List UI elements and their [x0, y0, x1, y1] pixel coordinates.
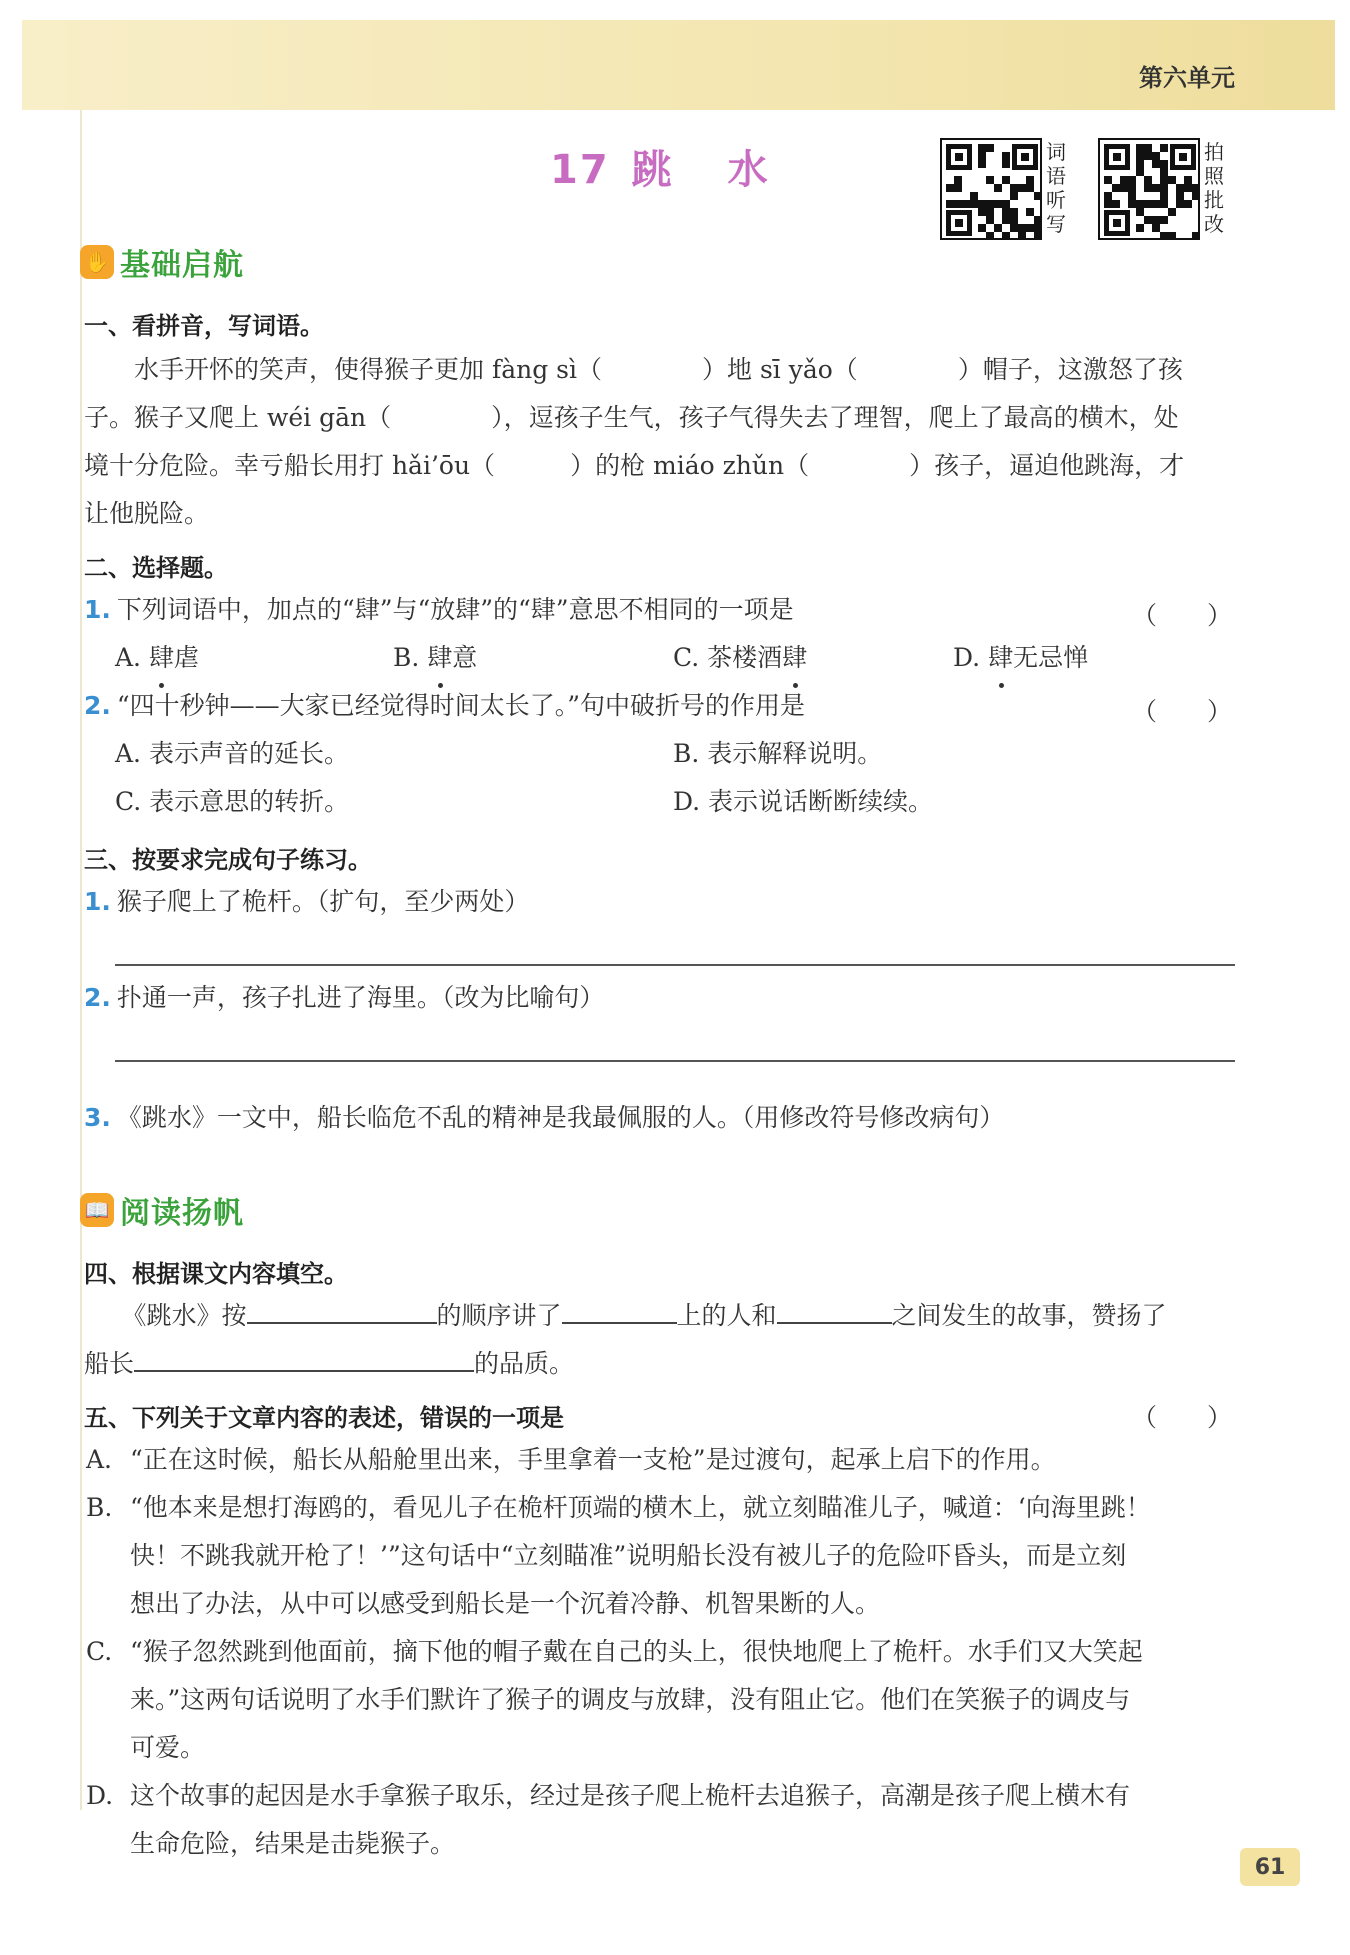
qr-module: [1168, 176, 1176, 184]
section-title: 阅读扬帆: [120, 1196, 244, 1231]
qr-module: [970, 200, 978, 208]
qr-module: [1010, 216, 1018, 224]
qr-module: [1160, 232, 1168, 240]
option-d[interactable]: D. 肆无忌惮: [953, 634, 1088, 682]
qr-module: [1176, 184, 1184, 192]
q5-option-c-text: 可爱。: [130, 1733, 206, 1762]
q3-item-3: 3. 《跳水》一文中，船长临危不乱的精神是我最佩服的人。（用修改符号修改病句）: [84, 1103, 1005, 1132]
page-edge: [80, 110, 82, 1810]
q4-heading: 四、根据课文内容填空。: [84, 1260, 348, 1288]
qr-module: [978, 208, 986, 216]
qr-module: [954, 184, 962, 192]
qr-module: [1144, 152, 1152, 160]
qr-module: [1104, 200, 1112, 208]
qr-module: [1184, 176, 1192, 184]
q5-option-d-text: 生命危险，结果是击毙猴子。: [130, 1829, 456, 1858]
page-number: 61: [1240, 1848, 1300, 1886]
qr-module: [1192, 232, 1200, 240]
qr-module: [1192, 184, 1200, 192]
qr-module: [1136, 168, 1144, 176]
qr-module: [1034, 192, 1042, 200]
fill-blank[interactable]: [247, 1294, 437, 1324]
q2-item-1-stem: 1. 下列词语中，加点的“肆”与“放肆”的“肆”意思不相同的一项是: [84, 595, 794, 624]
qr-label-dictation: 词 语 听 写: [1046, 140, 1066, 236]
qr-module: [1176, 200, 1184, 208]
blank-haiou[interactable]: [495, 451, 570, 480]
qr-module: [954, 200, 962, 208]
qr-finder: [1104, 144, 1130, 170]
fill-blank[interactable]: [562, 1294, 677, 1324]
q5-option-c-text: 来。”这两句话说明了水手们默许了猴子的调皮与放肆，没有阻止它。他们在笑猴子的调皮与: [130, 1685, 1131, 1714]
qr-module: [1112, 184, 1120, 192]
q5-option-d-text: 这个故事的起因是水手拿猴子取乐，经过是孩子爬上桅杆去追猴子，高潮是孩子爬上横木有: [130, 1781, 1131, 1810]
option-a[interactable]: A. 肆虐: [115, 634, 199, 682]
q1-line: 让他脱险。: [84, 499, 210, 528]
qr-module: [1152, 184, 1160, 192]
book-icon: 📖: [80, 1193, 114, 1227]
q5-option-c-letter[interactable]: C.: [86, 1637, 113, 1666]
qr-module: [1128, 184, 1136, 192]
qr-module: [1010, 208, 1018, 216]
qr-module: [1136, 160, 1144, 168]
qr-module: [1184, 184, 1192, 192]
qr-module: [978, 152, 986, 160]
qr-module: [994, 184, 1002, 192]
qr-module: [986, 144, 994, 152]
qr-module: [1152, 224, 1160, 232]
qr-module: [994, 224, 1002, 232]
qr-module: [1144, 216, 1152, 224]
qr-module: [1034, 216, 1042, 224]
q1-line: 子。猴子又爬上 wéi gān（ ），逗孩子生气，孩子气得失去了理智，爬上了最高的横木，处: [84, 403, 1179, 432]
qr-module: [1168, 208, 1176, 216]
qr-module: [1160, 176, 1168, 184]
qr-module: [1026, 176, 1034, 184]
qr-module: [1026, 224, 1034, 232]
qr-finder: [1104, 210, 1130, 236]
qr-module: [1002, 208, 1010, 216]
blank-miaozhun[interactable]: [809, 451, 909, 480]
qr-code-icon[interactable]: [1098, 138, 1200, 240]
qr-module: [1160, 168, 1168, 176]
qr-module: [986, 176, 994, 184]
qr-finder: [946, 210, 972, 236]
qr-module: [1010, 192, 1018, 200]
qr-module: [1112, 200, 1120, 208]
option-b[interactable]: B. 表示解释说明。: [673, 739, 883, 768]
q5-option-a-letter[interactable]: A.: [86, 1445, 113, 1474]
answer-paren[interactable]: （ ）: [1131, 601, 1232, 630]
qr-module: [1184, 200, 1192, 208]
option-b[interactable]: B. 肆意: [393, 634, 477, 682]
answer-line[interactable]: [115, 1060, 1235, 1062]
fill-blank[interactable]: [134, 1342, 474, 1372]
qr-module: [986, 200, 994, 208]
qr-module: [978, 144, 986, 152]
qr-module: [1018, 184, 1026, 192]
qr-module: [1144, 176, 1152, 184]
qr-code-icon[interactable]: [940, 138, 1042, 240]
qr-module: [978, 200, 986, 208]
qr-module: [1026, 208, 1034, 216]
lesson-name: 跳 水: [631, 147, 776, 193]
qr-module: [946, 200, 954, 208]
q2-heading: 二、选择题。: [84, 554, 228, 582]
q5-option-a-text: “正在这时候，船长从船舱里出来，手里拿着一支枪”是过渡句，起承上启下的作用。: [130, 1445, 1056, 1474]
q5-option-d-letter[interactable]: D.: [86, 1781, 114, 1810]
qr-module: [1160, 160, 1168, 168]
qr-module: [1010, 224, 1018, 232]
qr-module: [962, 200, 970, 208]
qr-module: [1120, 176, 1128, 184]
qr-module: [1136, 144, 1144, 152]
qr-module: [1002, 216, 1010, 224]
q2-item-2-stem: 2. “四十秒钟——大家已经觉得时间太长了。”句中破折号的作用是: [84, 691, 805, 720]
option-a[interactable]: A. 表示声音的延长。: [115, 739, 349, 768]
qr-module: [1136, 200, 1144, 208]
unit-label: 第六单元: [1139, 64, 1235, 92]
qr-module: [1018, 224, 1026, 232]
qr-finder: [1012, 144, 1038, 170]
option-d[interactable]: D. 表示说话断断续续。: [673, 787, 934, 816]
qr-module: [1144, 184, 1152, 192]
section-basic: [80, 242, 244, 282]
qr-module: [1176, 192, 1184, 200]
qr-module: [1120, 184, 1128, 192]
qr-module: [970, 192, 978, 200]
option-c[interactable]: C. 表示意思的转折。: [115, 787, 350, 816]
qr-module: [1160, 200, 1168, 208]
qr-label-photo-grading: 拍 照 批 改: [1204, 140, 1224, 236]
qr-module: [994, 200, 1002, 208]
qr-module: [1026, 184, 1034, 192]
q3-item-2: 2. 扑通一声，孩子扎进了海里。（改为比喻句）: [84, 983, 605, 1012]
section-title: 基础启航: [120, 248, 244, 283]
qr-module: [1144, 144, 1152, 152]
qr-module: [1034, 224, 1042, 232]
q1-heading: 一、看拼音，写词语。: [84, 312, 324, 340]
hand-icon: ✋: [80, 245, 114, 279]
answer-paren[interactable]: （ ）: [1131, 697, 1232, 726]
qr-module: [1152, 152, 1160, 160]
q3-heading: 三、按要求完成句子练习。: [84, 846, 372, 874]
qr-module: [1136, 152, 1144, 160]
lesson-number: 17: [550, 147, 610, 193]
qr-module: [1160, 144, 1168, 152]
answer-paren[interactable]: （ ）: [1131, 1403, 1232, 1432]
qr-module: [1104, 176, 1112, 184]
qr-module: [986, 232, 994, 240]
qr-module: [986, 216, 994, 224]
qr-module: [1002, 176, 1010, 184]
qr-module: [1152, 160, 1160, 168]
qr-module: [1192, 192, 1200, 200]
qr-module: [1002, 160, 1010, 168]
qr-module: [1144, 200, 1152, 208]
section-reading: [80, 1190, 244, 1230]
qr-module: [1104, 192, 1112, 200]
blank-fangsi[interactable]: [602, 355, 702, 384]
qr-module: [978, 160, 986, 168]
q3-item-1: 1. 猴子爬上了桅杆。（扩句，至少两处）: [84, 887, 530, 916]
fill-blank[interactable]: [777, 1294, 892, 1324]
qr-module: [1152, 200, 1160, 208]
q5-option-b-text: 想出了办法，从中可以感受到船长是一个沉着冷静、机智果断的人。: [130, 1589, 881, 1618]
blank-siyao[interactable]: [858, 355, 958, 384]
qr-module: [1128, 192, 1136, 200]
qr-module: [1168, 232, 1176, 240]
qr-module: [1128, 176, 1136, 184]
qr-module: [946, 184, 954, 192]
answer-line[interactable]: [115, 964, 1235, 966]
qr-module: [1152, 216, 1160, 224]
qr-module: [1018, 232, 1026, 240]
q5-option-b-letter[interactable]: B.: [86, 1493, 113, 1522]
qr-module: [1136, 224, 1144, 232]
qr-module: [1002, 232, 1010, 240]
q1-line: 境十分危险。幸亏船长用打 hǎi’ōu（ ）的枪 miáo zhǔn（ ）孩子，逼迫他跳海，才: [84, 451, 1185, 480]
q5-option-b-text: 快！不跳我就开枪了！’”这句话中“立刻瞄准”说明船长没有被儿子的危险吓昏头，而是立刻: [130, 1541, 1127, 1570]
qr-module: [1160, 216, 1168, 224]
option-c[interactable]: C. 茶楼酒肆: [673, 634, 807, 682]
blank-weigan[interactable]: [391, 403, 491, 432]
q5-heading: 五、下列关于文章内容的表述，错误的一项是: [84, 1404, 564, 1432]
qr-finder: [946, 144, 972, 170]
qr-module: [1002, 200, 1010, 208]
q4-line-1: 《跳水》按 的顺序讲了 上的人和 之间发生的故事，赞扬了: [84, 1292, 1167, 1340]
qr-module: [1010, 184, 1018, 192]
qr-module: [986, 208, 994, 216]
qr-module: [1160, 192, 1168, 200]
qr-module: [1160, 184, 1168, 192]
q1-line: 水手开怀的笑声，使得猴子更加 fàng sì（ ）地 sī yǎo（ ）帽子，这激怒了孩: [84, 355, 1183, 384]
q5-option-c-text: “猴子忽然跳到他面前，摘下他的帽子戴在自己的头上，很快地爬上了桅杆。水手们又大笑起: [130, 1637, 1143, 1666]
lesson-title: [550, 138, 776, 195]
qr-module: [1002, 152, 1010, 160]
q5-option-b-text: “他本来是想打海鸥的，看见儿子在桅杆顶端的横木上，就立刻瞄准儿子，喊道：‘向海里跳！: [130, 1493, 1151, 1522]
qr-module: [954, 176, 962, 184]
qr-module: [978, 224, 986, 232]
qr-module: [1128, 200, 1136, 208]
qr-module: [1136, 208, 1144, 216]
qr-module: [1034, 232, 1042, 240]
q4-line-2: 船长 的品质。: [84, 1340, 574, 1388]
qr-finder: [1170, 144, 1196, 170]
